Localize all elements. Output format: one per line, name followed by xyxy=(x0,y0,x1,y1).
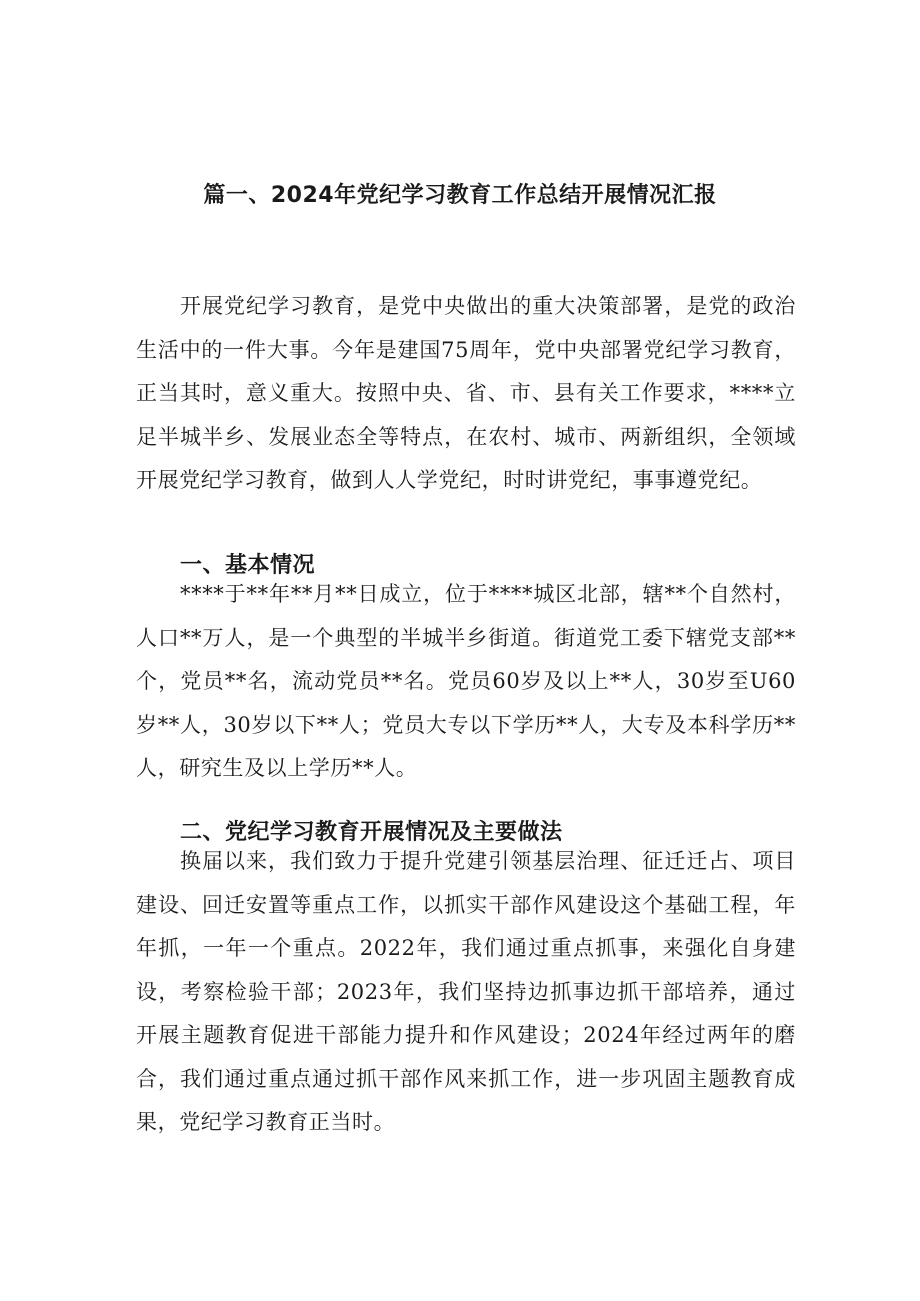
intro-paragraph: 开展党纪学习教育，是党中央做出的重大决策部署，是党的政治生活中的一件大事。今年是建国75周年，党中央部署党纪学习教育，正当其时，意义重大。按照中央、省、市、县有关工作要求，****立足半城半乡、发展业态全等特点，在农村、城市、两新组织，全领域开展党纪学习教育，做到人人学党纪，时时讲党纪，事事遵党纪。 xyxy=(136,294,796,492)
section-heading-practices: 二、党纪学习教育开展情况及主要做法 xyxy=(180,820,563,845)
section-paragraph-practices: 换届以来，我们致力于提升党建引领基层治理、征迁迁占、项目建设、回迁安置等重点工作，以抓实干部作风建设这个基础工程，年年抓，一年一个重点。2022年，我们通过重点抓事，来强化自身建设，考察检验干部；2023年，我们坚持边抓事边抓干部培养，通过开展主题教育促进干部能力提升和作风建设；2024年经过两年的磨合，我们通过重点通过抓干部作风来抓工作，进一步巩固主题教育成果，党纪学习教育正当时。 xyxy=(136,849,796,1134)
section-heading-basic-situation: 一、基本情况 xyxy=(180,553,316,578)
section-paragraph-basic-situation: ****于**年**月**日成立，位于****城区北部，辖**个自然村，人口**万人，是一个典型的半城半乡街道。街道党工委下辖党支部**个，党员**名，流动党员**名。党员60岁及以上**人，30岁至U60岁**人，30岁以下**人；党员大专以下学历**人，大专及本科学历**人，研究生及以上学历**人。 xyxy=(136,582,796,780)
document-title: 篇一、2024年党纪学习教育工作总结开展情况汇报 xyxy=(203,183,717,208)
